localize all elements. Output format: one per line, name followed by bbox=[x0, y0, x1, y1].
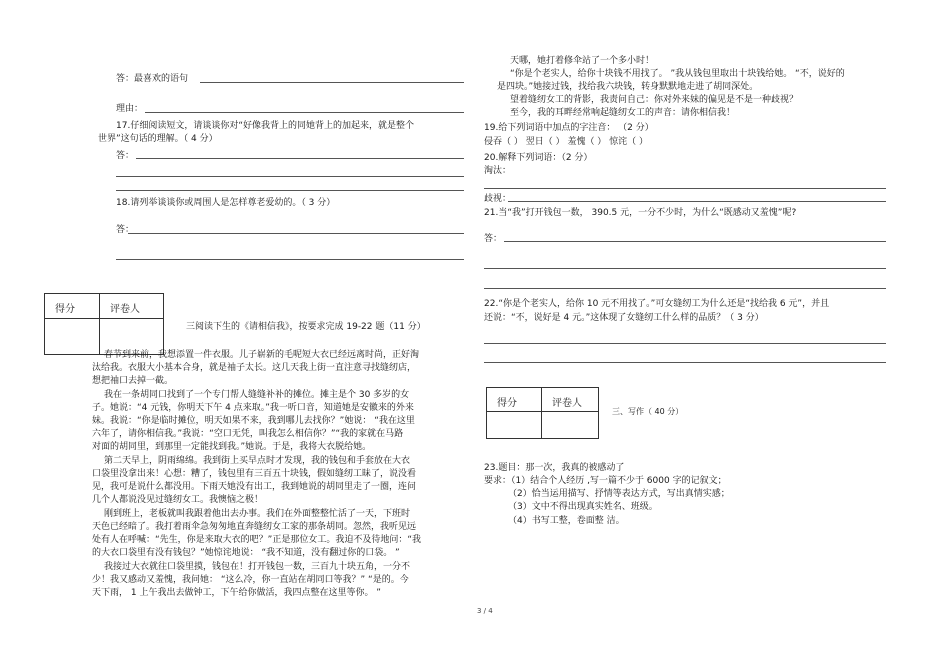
answer-line bbox=[484, 188, 886, 189]
answer-line bbox=[145, 112, 464, 113]
q20-title: 20.解释下列词语：（2 分） bbox=[484, 153, 593, 163]
answer-line bbox=[116, 190, 464, 191]
q19-items: 侵吞（ ） 翌日（ ） 羞愧（ ） 惊诧（ ） bbox=[484, 137, 649, 147]
answer-line bbox=[200, 82, 464, 83]
score-box bbox=[486, 387, 599, 439]
passage-cont-line: 天哪，她打着修伞站了一个多小时！ bbox=[510, 56, 655, 66]
answer-line bbox=[504, 241, 886, 242]
grader-cell bbox=[541, 387, 599, 412]
page-number: 3 / 4 bbox=[477, 607, 493, 615]
q23-requirement-4: （4）书写工整，卷面整 洁。 bbox=[508, 516, 625, 526]
section-title: 三阅读下生的《请相信我》，按要求完成 19-22 题（11 分） bbox=[186, 322, 426, 332]
score-cell bbox=[44, 293, 100, 319]
q23-requirement-3: （3）文中不得出现真实姓名、班级。 bbox=[508, 502, 658, 512]
passage-line: 少！我又感动又羞愧，我问她： “这么冷，你一直站在胡同口等我？” “是的。今 bbox=[92, 575, 409, 585]
answer-line bbox=[116, 176, 464, 177]
q16-answer-label: 答：最喜欢的语句 bbox=[116, 74, 189, 84]
q22-text-line1: 22.“你是个老实人，给你 10 元不用找了。”可女缝纫工为什么还是“找给我 6 元”，并且 bbox=[484, 299, 830, 309]
answer-line bbox=[484, 362, 886, 363]
passage-line: 想把袖口去掉一截。 bbox=[92, 376, 174, 386]
passage-line: 我接过大衣就往口袋里摸，钱包在！打开钱包一数，三百九十块五角，一分不 bbox=[104, 562, 411, 572]
passage-cont-line: 至今，我的耳畔经常响起缝纫女工的声音：请你相信我！ bbox=[510, 108, 736, 118]
q23-title: 23.题目：那一次，我真的被感动了 bbox=[484, 463, 625, 473]
passage-line: 处有人在呼喊：“先生，你是来取大衣的吧？”正是那位女工。我迫不及待地问：“我 bbox=[92, 535, 421, 545]
passage-line: 口袋里没拿出来！心想：糟了，钱包里有三百五十块钱，假如缝纫工昧了，说没看 bbox=[92, 469, 417, 479]
q18-answer-label: 答： bbox=[116, 225, 135, 235]
answer-line bbox=[484, 288, 886, 289]
q22-text-line2: 还说：“不，说好是 4 元。”这体现了女缝纫工什么样的品质？（ 3 分） bbox=[484, 313, 764, 323]
q21-text: 21.当“我”打开钱包一数， 390.5 元，一分不少时，为什么“既感动又羞愧”呢? bbox=[484, 208, 797, 218]
passage-line: 春节到来前，我想添置一件衣服。儿子崭新的毛呢短大衣已经远离时尚，正好淘 bbox=[104, 350, 420, 360]
passage-line: 对面的胡同里，到那里一定能找到我。”她说。于是，我将大衣脱给她。 bbox=[92, 442, 372, 452]
passage-cont-line: 是四块。”她接过钱，找给我六块钱，转身默默地走进了胡同深处。 bbox=[497, 82, 759, 92]
passage-line: 几个人都说没见过缝纫女工。我懊恼之极！ bbox=[92, 495, 264, 505]
q18-text: 18.请列举谈谈你或周围人是怎样尊老爱幼的。（ 3 分） bbox=[116, 198, 336, 208]
q21-answer-label: 答： bbox=[484, 234, 503, 244]
score-entry-cell[interactable] bbox=[44, 318, 100, 355]
passage-line: 六年了，请你相信我。”我说：“空口无凭，叫我怎么相信你？”“我的家就在马路 bbox=[92, 429, 404, 439]
answer-line bbox=[484, 268, 886, 269]
answer-line bbox=[136, 158, 464, 159]
q20-word1: 淘汰： bbox=[484, 166, 512, 176]
passage-cont-line: “你是个老实人，给你十块钱不用找了。 ”我从钱包里取出十块钱给她。 “不，说好的 bbox=[510, 69, 845, 79]
q17-text-line2: 世界”这句话的理解。（ 4 分） bbox=[98, 134, 218, 144]
passage-line: 刚到班上，老板就叫我跟着他出去办事。我们在外面整整忙活了一天，下班时 bbox=[104, 509, 411, 519]
grader-label: 评卷人 bbox=[552, 398, 582, 409]
passage-cont-line: 望着缝纫女工的背影，我责问自己：你对外来妹的偏见是不是一种歧视？ bbox=[510, 95, 799, 105]
score-label: 得分 bbox=[55, 304, 75, 315]
passage-line: 子。她说：“4 元钱，你明天下午 4 点来取。”我一听口音，知道她是安徽来的外来 bbox=[92, 403, 414, 413]
q17-text-line1: 17.仔细阅读短文，请谈谈你对“好像我背上的同她背上的加起来，就是整个 bbox=[116, 121, 414, 131]
passage-line: 妹。我说：“你是临时摊位，明天如果不来，我到哪儿去找你？”她说： “我在这里 bbox=[92, 416, 415, 426]
answer-line bbox=[508, 201, 886, 202]
q19-title: 19.给下列词语中加点的字注音： （2 分） bbox=[484, 123, 654, 133]
grader-cell bbox=[99, 293, 164, 319]
q23-requirement-1: 要求：（1）结合个人经历 ,写一篇不少于 6000 字的记叙文； bbox=[484, 476, 727, 486]
grader-entry-cell[interactable] bbox=[541, 411, 599, 439]
score-box bbox=[44, 293, 164, 355]
passage-line: 我在一条胡同口找到了一个专门帮人缝缝补补的摊位。摊主是个 30 多岁的女 bbox=[104, 390, 410, 400]
score-entry-cell[interactable] bbox=[486, 411, 542, 439]
q16-reason-label: 理由： bbox=[116, 104, 144, 114]
answer-line bbox=[128, 233, 464, 234]
answer-line bbox=[484, 343, 886, 344]
passage-line: 第二天早上，阴雨绵绵。我到街上买早点时才发现，我的钱包和手套放在大衣 bbox=[104, 456, 411, 466]
passage-line: 汰给我。衣服大小基本合身，就是袖子太长。这几天我上街一直注意寻找缝纫店， bbox=[92, 363, 417, 373]
answer-line bbox=[116, 259, 464, 260]
passage-line: 的大衣口袋里有没有钱包？”她惊诧地说： “我不知道，没有翻过你的口袋。 ” bbox=[92, 548, 400, 558]
writing-title: 三、写作（ 40 分） bbox=[612, 407, 684, 416]
q17-answer-label: 答： bbox=[116, 151, 135, 161]
passage-line: 天色已经暗了。我打着雨伞急匆匆地直奔缝纫女工家的那条胡同。忽然，我听见远 bbox=[92, 522, 417, 532]
passage-line: 天下雨， 1 上午我出去做钟工，下午给你做活，我四点整在这里等你。 ” bbox=[92, 588, 381, 598]
score-label: 得分 bbox=[497, 398, 517, 409]
q20-word2: 歧视： bbox=[484, 194, 512, 204]
score-cell bbox=[486, 387, 542, 412]
q23-requirement-2: （2）恰当运用描写、抒情等表达方式，写出真情实感； bbox=[508, 489, 730, 499]
passage-line: 见，我可是说什么都没用。下雨天她没有出工，我到她说的胡同里走了一圈，连问 bbox=[92, 482, 417, 492]
grader-label: 评卷人 bbox=[110, 304, 140, 315]
